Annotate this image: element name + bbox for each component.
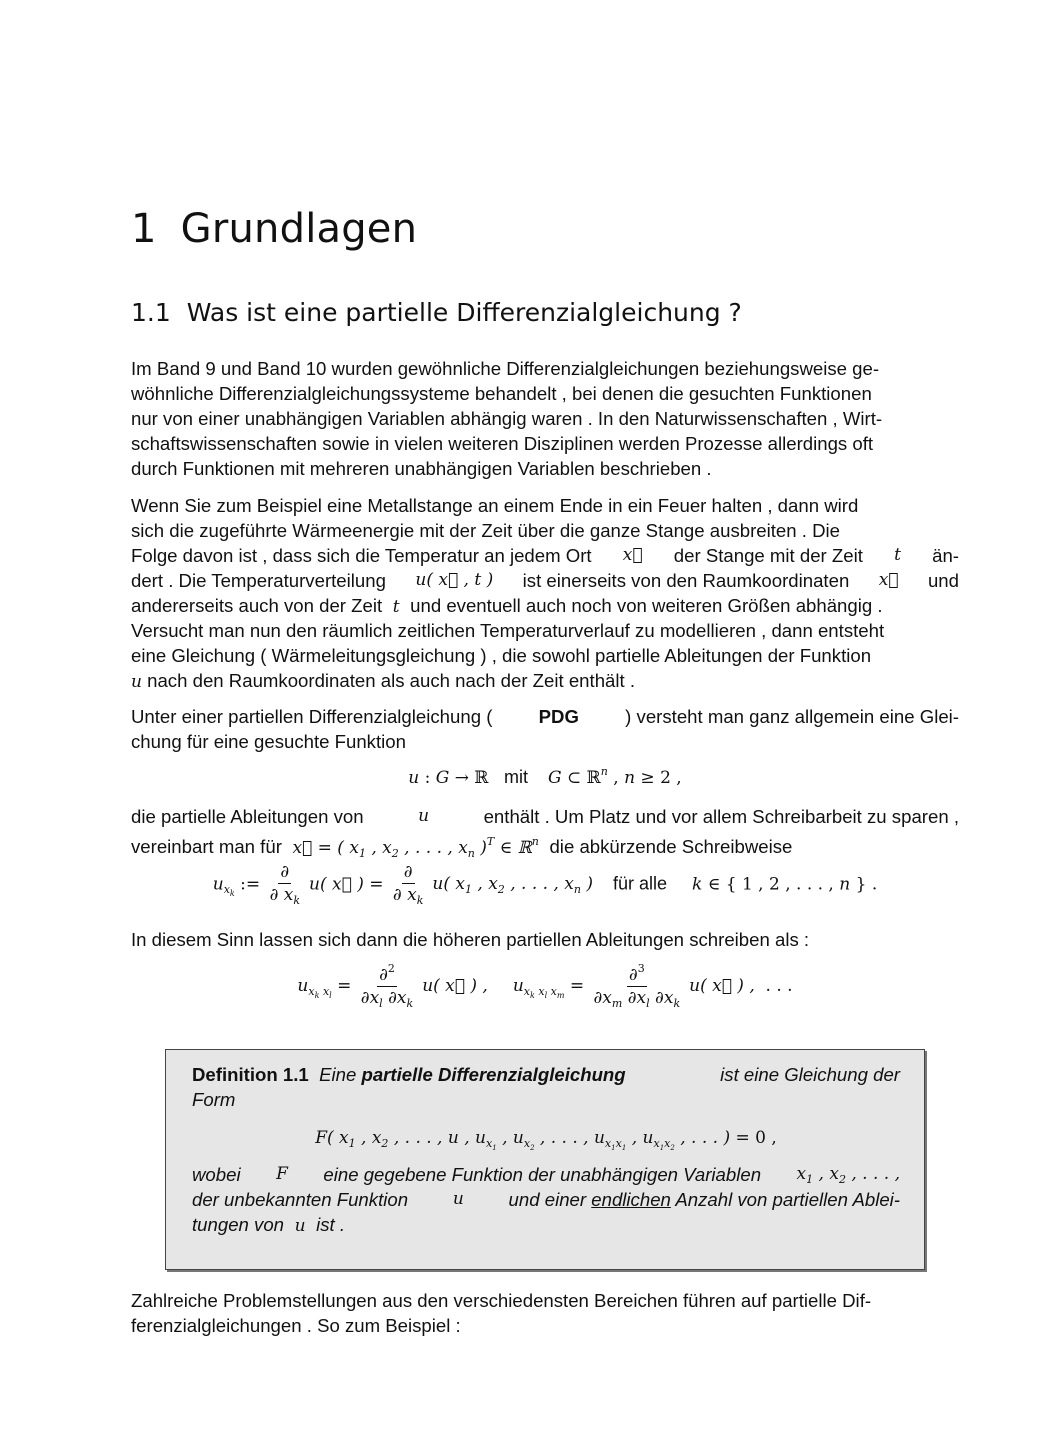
text-span: die partielle Ableitungen von xyxy=(131,806,364,827)
text-span: dert . Die Temperaturverteilung xyxy=(131,570,386,591)
text-line: nur von einer unabhängigen Variablen abhängig waren . In den Naturwissenschaften , Wirt- xyxy=(131,408,883,429)
text-line xyxy=(192,1062,900,1087)
definition-label: Definition 1.1 xyxy=(192,1064,309,1085)
chapter-heading xyxy=(131,206,417,252)
equation-higher-derivatives: $u_{x_k x_l}$ = $\frac{\partial^2}{\partial x_l \partial x_k}$ u( x⃗ ) , $u_{x_k x_l x_m}$ = $\frac{\partial^3}{\partial x_m \partial x_l \partial x_k}$ u( x⃗ ) , . . . xyxy=(297,962,793,1010)
paragraph-heat-example xyxy=(131,493,959,693)
text-line xyxy=(131,568,959,593)
text-line xyxy=(131,543,959,568)
math-u: u xyxy=(131,672,142,692)
text-line xyxy=(131,704,959,729)
text-line: sich die zugeführte Wärmeenergie mit der Zeit über die ganze Stange ausbreiten . Die xyxy=(131,520,841,541)
text-span: Unter einer partiellen Differenzialgleichung ( xyxy=(131,706,493,727)
text-span: und xyxy=(927,570,959,591)
text-line: Versucht man nun den räumlich zeitlichen Temperaturverlauf zu modellieren , dann entsteht xyxy=(131,620,885,641)
section-title: Was ist eine partielle Differenzialgleichung ? xyxy=(186,298,742,327)
definition-box xyxy=(165,1049,925,1270)
equation-text: für alle xyxy=(612,873,668,894)
text-line: eine Gleichung ( Wärmeleitungsgleichung ) , die sowohl partielle Ableitungen der Funktion xyxy=(131,645,872,666)
paragraph-notation xyxy=(131,804,959,860)
text-span: der unbekannten Funktion xyxy=(192,1189,409,1210)
paragraph-intro xyxy=(131,356,959,481)
text-line: chung für eine gesuchte Funktion xyxy=(131,731,406,752)
text-span: tungen von xyxy=(192,1214,285,1235)
text-span: andererseits auch von der Zeit xyxy=(131,595,383,616)
text-span: nach den Raumkoordinaten als auch nach der Zeit enthält . xyxy=(147,670,636,691)
text-line: Form xyxy=(192,1089,236,1110)
math-vector-x: x⃗ xyxy=(622,545,643,565)
abbreviation-pdg: PDG xyxy=(538,706,579,727)
text-line xyxy=(192,1187,900,1212)
text-span: wobei xyxy=(192,1164,241,1185)
paragraph-examples xyxy=(131,1288,959,1338)
text-span: än- xyxy=(932,545,959,566)
text-span: die abkürzende Schreibweise xyxy=(549,836,793,857)
text-span: ist einerseits von den Raumkoordinaten xyxy=(522,570,850,591)
text-span: ) versteht man ganz allgemein eine Glei- xyxy=(625,706,959,727)
equation-pde-form: F( $x_1$ , $x_2$ , . . . , u , $u_{x_1}$ , $u_{x_2}$ , . . . , $u_{x_1x_1}$ , $u_{x_1x_2}$ , . . . ) = 0 , xyxy=(315,1128,777,1153)
text-span: Anzahl von partiellen Ablei- xyxy=(675,1189,900,1210)
text-span: der Stange mit der Zeit xyxy=(673,545,863,566)
paragraph-pdg-def xyxy=(131,704,959,754)
text-line: In diesem Sinn lassen sich dann die höheren partiellen Ableitungen schreiben als : xyxy=(131,929,810,950)
math-F: F xyxy=(276,1164,288,1184)
text-span: und einer xyxy=(508,1189,587,1210)
math-variables: $x_1$ , $x_2$ , . . . , xyxy=(796,1164,900,1186)
text-line xyxy=(192,1212,900,1237)
text-span: ist eine Gleichung der xyxy=(720,1064,900,1085)
text-span: und eventuell auch noch von weiteren Größen abhängig . xyxy=(410,595,883,616)
section-number: 1.1 xyxy=(131,298,171,327)
text-span: Folge davon ist , dass sich die Temperatur an jedem Ort xyxy=(131,545,592,566)
equation-function-domain: u : G → ℝ mit G ⊂ ℝ$^n$ , n ≥ 2 , xyxy=(408,765,682,788)
text-line xyxy=(131,804,959,829)
text-line: wöhnliche Differenzialgleichungssysteme behandelt , bei denen die gesuchten Funktionen xyxy=(131,383,872,404)
text-line: Zahlreiche Problemstellungen aus den verschiedensten Bereichen führen auf partielle Dif- xyxy=(131,1290,872,1311)
paragraph-higher-derivatives xyxy=(131,927,959,952)
underlined-term: endlichen xyxy=(591,1189,671,1210)
text-line xyxy=(131,593,959,618)
text-span: ist . xyxy=(316,1214,346,1235)
chapter-number: 1 xyxy=(131,206,157,252)
text-line: ferenzialgleichungen . So zum Beispiel : xyxy=(131,1315,461,1336)
definition-term: partielle Differenzialgleichung xyxy=(361,1064,626,1085)
text-line xyxy=(131,668,959,693)
section-heading xyxy=(131,298,742,327)
math-t: t xyxy=(387,597,405,617)
math-u-x-t: u( x⃗ , t ) xyxy=(415,570,494,590)
text-line: schaftswissenschaften sowie in vielen weiteren Disziplinen werden Prozesse allerdings oft xyxy=(131,433,874,454)
chapter-title: Grundlagen xyxy=(180,206,418,252)
math-u: u xyxy=(418,806,430,826)
text-span: eine gegebene Funktion der unabhängigen Variablen xyxy=(323,1164,762,1185)
text-span: vereinbart man für xyxy=(131,836,282,857)
equation-partial-notation: $u_{x_k}$ := $\frac{\partial}{\partial x_k}$ u( x⃗ ) = $\frac{\partial}{\partial x_k}$ u( $x_1$ , $x_2$ , . . . , $x_n$ ) für alle k ∈ { 1 , 2 , . . . , n } . xyxy=(212,862,878,907)
text-line: durch Funktionen mit mehreren unabhängigen Variablen beschrieben . xyxy=(131,458,712,479)
text-span: Eine xyxy=(319,1064,357,1085)
math-vector-x: x⃗ xyxy=(878,570,899,590)
equation-text: mit xyxy=(503,767,528,787)
text-line: Im Band 9 und Band 10 wurden gewöhnliche Differenzialgleichungen beziehungsweise ge- xyxy=(131,358,880,379)
text-line xyxy=(131,829,959,860)
text-line xyxy=(192,1162,900,1187)
text-span: enthält . Um Platz und vor allem Schreibarbeit zu sparen , xyxy=(483,806,959,827)
math-u: u xyxy=(452,1189,464,1209)
math-x-vector-def: x⃗ = ( $x_1$ , $x_2$ , . . . , $x_n$ )$^T$ ∈ ℝ$^n$ xyxy=(287,835,539,860)
text-line: Wenn Sie zum Beispiel eine Metallstange an einem Ende in ein Feuer halten , dann wird xyxy=(131,495,859,516)
math-t: t xyxy=(894,545,901,565)
math-u: u xyxy=(289,1216,311,1236)
